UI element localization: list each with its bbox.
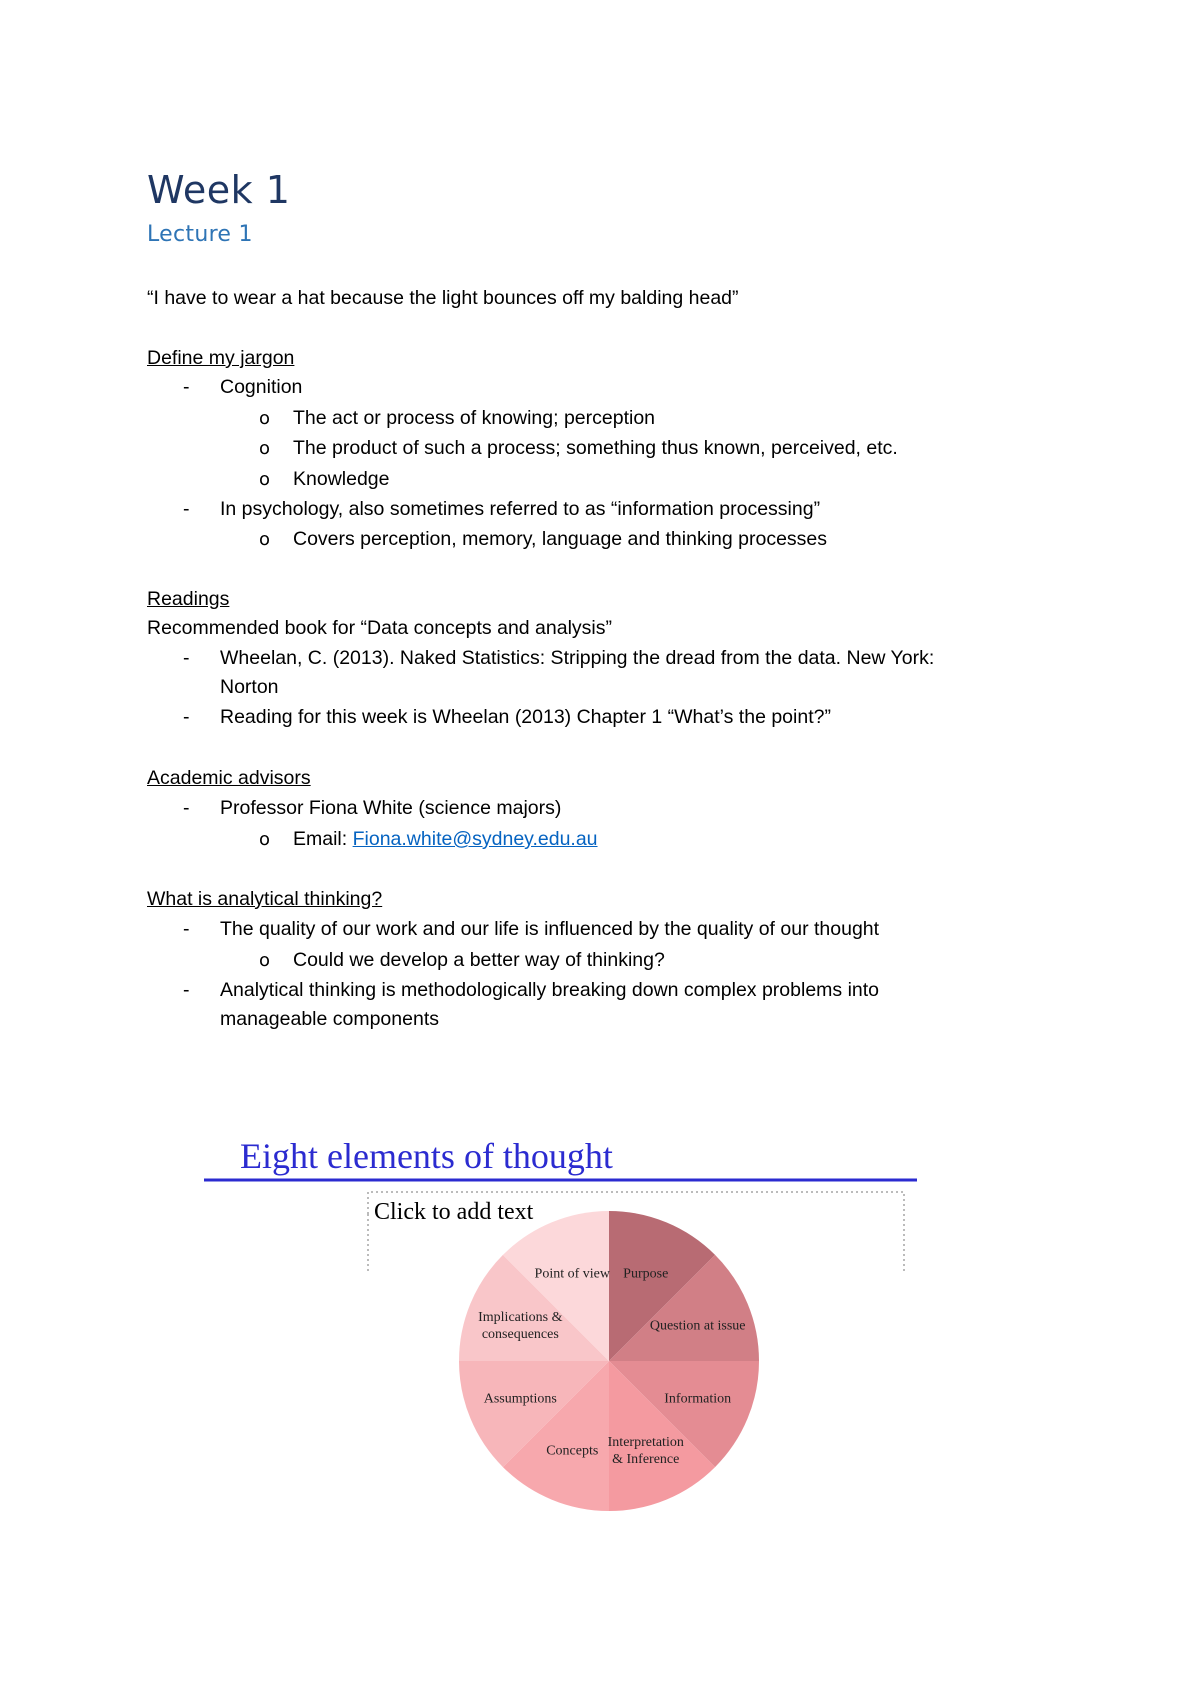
bullet-dash: - <box>183 979 190 1001</box>
analytical-subitem: Could we develop a better way of thinking? <box>293 949 665 971</box>
jargon-subitem: Knowledge <box>293 468 390 490</box>
page-title: Week 1 <box>147 168 291 212</box>
analytical-heading: What is analytical thinking? <box>147 888 383 910</box>
readings-intro: Recommended book for “Data concepts and analysis” <box>147 617 612 639</box>
bullet-dash: - <box>183 647 190 669</box>
pie-segment-label: Assumptions <box>483 1391 557 1407</box>
page-subtitle: Lecture 1 <box>147 222 253 247</box>
bullet-circle: o <box>259 469 271 490</box>
quote-text: “I have to wear a hat because the light bounces off my balding head” <box>147 287 739 309</box>
pie-segment-label: Question at issue <box>649 1318 746 1334</box>
analytical-item-cont: manageable components <box>220 1008 439 1030</box>
bullet-circle: o <box>259 408 271 429</box>
email-link[interactable]: Fiona.white@sydney.edu.au <box>352 828 598 850</box>
bullet-dash: - <box>183 797 190 819</box>
bullet-dash: - <box>183 706 190 728</box>
bullet-circle: o <box>259 829 271 850</box>
pie-segment-label: Point of view <box>534 1266 610 1282</box>
jargon-item: Cognition <box>220 376 303 398</box>
bullet-dash: - <box>183 376 190 398</box>
advisors-heading: Academic advisors <box>147 767 311 789</box>
advisor-email-line <box>293 825 598 854</box>
jargon-heading: Define my jargon <box>147 347 295 369</box>
bullet-circle: o <box>259 438 271 459</box>
bullet-dash: - <box>183 498 190 520</box>
readings-item: Wheelan, C. (2013). Naked Statistics: Stripping the dread from the data. New York: <box>220 647 935 669</box>
analytical-item: Analytical thinking is methodologically breaking down complex problems into <box>220 979 880 1001</box>
jargon-subitem: The act or process of knowing; perception <box>293 407 656 429</box>
readings-heading: Readings <box>147 588 230 610</box>
placeholder-text[interactable]: Click to add text <box>374 1199 534 1225</box>
bullet-dash: - <box>183 918 190 940</box>
jargon-subitem: Covers perception, memory, language and thinking processes <box>293 528 828 550</box>
advisor-item: Professor Fiona White (science majors) <box>220 797 562 819</box>
pie-segment-label: Implications & <box>478 1309 563 1325</box>
pie-segment-label: Interpretation <box>607 1435 684 1451</box>
slide-title: Eight elements of thought <box>240 1136 613 1176</box>
slide-image <box>190 1120 930 1520</box>
pie-segment-label: Purpose <box>623 1266 669 1282</box>
jargon-item: In psychology, also sometimes referred to as “information processing” <box>220 498 821 520</box>
pie-segment-label: Information <box>664 1391 732 1407</box>
jargon-subitem: The product of such a process; something thus known, perceived, etc. <box>293 437 898 459</box>
pie-segment-label: Concepts <box>546 1443 599 1459</box>
pie-chart <box>459 1211 759 1511</box>
analytical-item: The quality of our work and our life is influenced by the quality of our thought <box>220 918 880 940</box>
readings-item-cont: Norton <box>220 676 279 698</box>
readings-item: Reading for this week is Wheelan (2013) Chapter 1 “What’s the point?” <box>220 706 831 728</box>
email-label: Email: <box>293 828 353 850</box>
pie-segment-label: & Inference <box>612 1452 680 1468</box>
bullet-circle: o <box>259 950 271 971</box>
bullet-circle: o <box>259 529 271 550</box>
pie-segment-label: consequences <box>481 1326 559 1342</box>
